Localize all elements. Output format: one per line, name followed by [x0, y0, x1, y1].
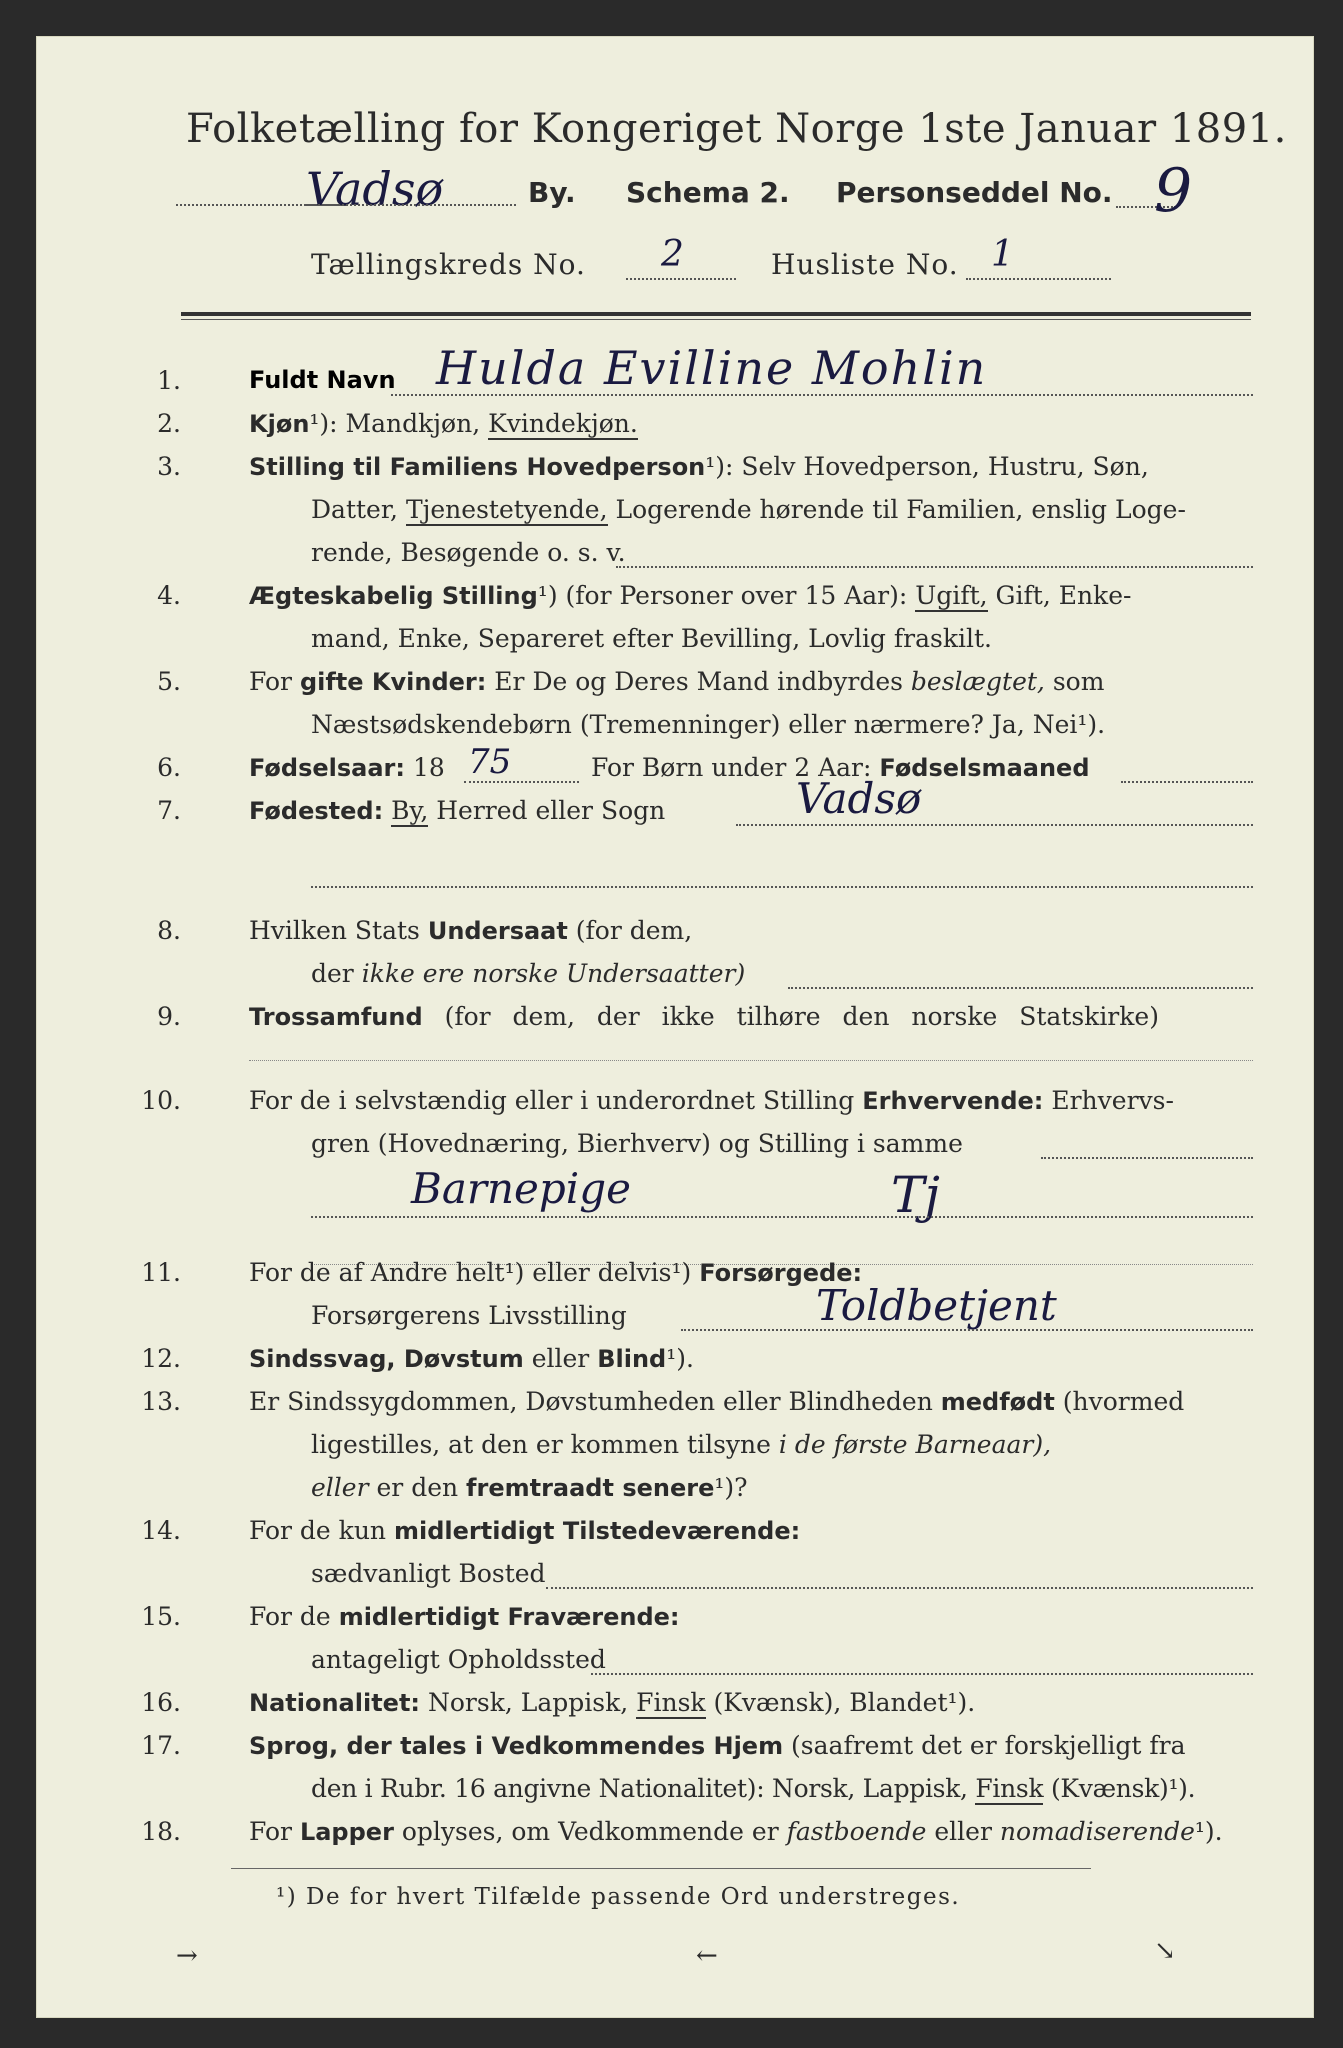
item-number: 17.: [141, 1731, 181, 1760]
month-dots: [1121, 781, 1253, 783]
kjon-label: Kjøn: [249, 410, 310, 438]
item-10-line-1: [249, 1086, 1174, 1115]
sprog-note: (saafremt det er forskjelligt fra: [791, 1731, 1186, 1760]
by-selected: By,: [391, 796, 429, 825]
erhverv-gren-text: gren (Hovednæring, Bierhverv) og Stilling i samme: [311, 1129, 963, 1158]
for-de-kun-text: For de kun: [249, 1516, 387, 1545]
item-11-line-1: [249, 1258, 862, 1287]
year-prefix: 18: [412, 753, 445, 782]
husliste-dots: [966, 278, 1111, 280]
item-5-line-2: [311, 710, 1105, 739]
beslaegtet-word: beslægtet,: [910, 667, 1045, 696]
aegteskabelig-label: Ægteskabelig Stilling: [249, 582, 538, 610]
item-13-line-2: [311, 1430, 1051, 1459]
gifte-kvinder-label: gifte Kvinder:: [299, 668, 487, 696]
item-number: 9.: [157, 1002, 181, 1031]
item-3-line-2: [311, 495, 1186, 524]
item-4-line-2: [311, 624, 992, 653]
item-18-text: [249, 1817, 1223, 1846]
lapper-label: Lapper: [299, 1818, 394, 1846]
item-8-line-2: [311, 959, 745, 988]
schema-label: Schema 2.: [626, 176, 790, 209]
aegteskabelig-options-1: Gift, Enke-: [995, 581, 1132, 610]
er-den-text: er den: [376, 1473, 459, 1502]
ligestilles-text: ligestilles, at den er kommen tilsyne: [311, 1430, 771, 1459]
livsstilling-text: Forsørgerens Livsstilling: [311, 1301, 627, 1330]
undersaat-label: Undersaat: [427, 917, 568, 945]
beslaegtet-question: Er De og Deres Mand indbyrdes: [494, 667, 903, 696]
lapper-question: oplyses, om Vedkommende er: [401, 1817, 779, 1846]
sindssygdom-question: Er Sindssygdommen, Døvstumheden eller Blindheden: [249, 1387, 933, 1416]
barneaar-text: i de første Barneaar),: [778, 1430, 1052, 1459]
item-13-line-1: [249, 1387, 1184, 1416]
trossamfund-label: Trossamfund: [249, 1003, 423, 1031]
item-10-line-2: [311, 1129, 963, 1158]
year-dots: [464, 781, 579, 783]
erhverv-intro: For de i selvstændig eller i underordnet Stilling: [249, 1086, 855, 1115]
husliste-handwritten-value: 1: [991, 234, 1014, 275]
item-number: 2.: [157, 409, 181, 438]
erhvervende-label: Erhvervende:: [862, 1087, 1044, 1115]
birthplace-handwritten-value: Vadsø: [796, 774, 922, 823]
blind-label: Blind: [597, 1345, 667, 1373]
ikke-norske-text: ikke ere norske Undersaatter): [361, 959, 746, 988]
trossamfund-note: (for dem, der ikke tilhøre den norske Statskirke): [444, 1002, 1159, 1031]
erhverv-dots-2: [311, 1216, 1253, 1218]
item-number: 16.: [141, 1688, 181, 1717]
sprog-options-2: (Kvænsk)¹).: [1050, 1774, 1196, 1803]
fastboende-text: fastboende: [786, 1817, 927, 1846]
item-number: 1.: [157, 366, 181, 395]
footnote-text: ¹) De for hvert Tilfælde passende Ord understreges.: [276, 1884, 961, 1910]
nomadiserende-text: nomadiserende: [999, 1817, 1195, 1846]
hvormed-text: (hvormed: [1062, 1387, 1185, 1416]
fremtraadt-label: fremtraadt senere: [466, 1474, 715, 1502]
item-2-text: [249, 409, 638, 438]
item-14-line-2: [311, 1559, 546, 1588]
item-13-line-3: [311, 1473, 748, 1502]
item-5-line-1: [249, 667, 1104, 696]
item-17-line-1: [249, 1731, 1186, 1760]
ugift-selected: Ugift,: [915, 581, 988, 610]
item-number: 8.: [157, 916, 181, 945]
item-number: 7.: [157, 796, 181, 825]
birthplace-dots-2: [311, 886, 1253, 888]
item-4-line-1: [249, 581, 1131, 610]
personseddel-handwritten-value: 9: [1154, 156, 1193, 226]
aegteskabelig-note: ¹) (for Personer over 15 Aar):: [537, 581, 908, 610]
occupation-code-handwritten-value: Tj: [891, 1166, 940, 1224]
item-number: 5.: [157, 667, 181, 696]
footnote-ref-2: ¹)?: [714, 1473, 748, 1502]
erhverv-dots-1: [1041, 1157, 1253, 1159]
eller-italic: eller: [311, 1473, 369, 1502]
item-17-line-2: [311, 1774, 1195, 1803]
fravaerende-label: midlertidigt Fraværende:: [338, 1603, 680, 1631]
item-number: 12.: [141, 1344, 181, 1373]
beslaegtet-options: Næstsødskendebørn (Tremenninger) eller nærmere? Ja, Nei¹).: [311, 710, 1106, 739]
erhvervs-text: Erhvervs-: [1051, 1086, 1174, 1115]
kreds-dots: [626, 278, 736, 280]
fodested-label: Fødested:: [249, 797, 384, 825]
stilling-options-3: rende, Besøgende o. s. v.: [311, 538, 626, 567]
finsk-selected: Finsk: [636, 1688, 706, 1717]
bosted-text: sædvanligt Bosted: [311, 1559, 546, 1588]
item-3-line-3: [311, 538, 626, 567]
item-number: 18.: [141, 1817, 181, 1846]
register-mark-center-icon: ←: [696, 1941, 718, 1971]
som-text: som: [1052, 667, 1105, 696]
sindssvag-label: Sindssvag, Døvstum: [249, 1345, 524, 1373]
undersaat-dots: [788, 987, 1253, 989]
for-text-18: For: [249, 1817, 292, 1846]
footnote-ref-18: ¹).: [1194, 1817, 1223, 1846]
by-label: By.: [528, 176, 576, 209]
for-text: For: [249, 667, 292, 696]
fodested-options: Herred eller Sogn: [436, 796, 666, 825]
item-number: 4.: [157, 581, 181, 610]
forsorgede-intro: For de af Andre helt¹) eller delvis¹): [249, 1258, 692, 1287]
register-mark-right-icon: ↘: [1154, 1936, 1176, 1966]
for-de-text: For de: [249, 1602, 331, 1631]
opholdssted-dots: [591, 1673, 1253, 1675]
fodselsaar-label: Fødselsaar:: [249, 754, 405, 782]
kreds-label: Tællingskreds No.: [311, 248, 586, 281]
stilling-options-1: ¹): Selv Hovedperson, Hustru, Søn,: [705, 452, 1149, 481]
form-title: Folketælling for Kongeriget Norge 1ste Januar 1891.: [186, 106, 1287, 152]
for-dem-text: (for dem,: [575, 916, 693, 945]
datter-option: Datter,: [311, 495, 398, 524]
item-1-text: [249, 366, 396, 395]
eller-text-18: eller: [934, 1817, 992, 1846]
item-9-text: [249, 1002, 1159, 1031]
birthplace-dots: [736, 824, 1253, 826]
tjenestetyende-selected: Tjenestetyende,: [405, 495, 608, 524]
footnote-ref: ¹).: [666, 1344, 694, 1373]
item-number: 13.: [141, 1387, 181, 1416]
item-3-dots: [616, 566, 1253, 568]
bosted-dots: [546, 1587, 1253, 1589]
opholdssted-text: antageligt Opholdssted: [311, 1645, 606, 1674]
item-number: 10.: [141, 1086, 181, 1115]
finsk-sprog-selected: Finsk: [975, 1774, 1044, 1803]
item-number: 11.: [141, 1258, 181, 1287]
kvindekjon-selected: Kvindekjøn.: [488, 409, 638, 438]
kreds-handwritten-value: 2: [661, 234, 684, 275]
born-under-2-text: For Børn under 2 Aar:: [591, 753, 872, 782]
header-rule: [181, 312, 1251, 316]
item-14-line-1: [249, 1516, 800, 1545]
occupation-handwritten-value: Barnepige: [411, 1164, 631, 1213]
nationalitet-options-1: Norsk, Lappisk,: [427, 1688, 629, 1717]
fuldt-navn-label: Fuldt Navn: [249, 366, 396, 394]
nationalitet-label: Nationalitet:: [249, 1689, 421, 1717]
sprog-label: Sprog, der tales i Vedkommendes Hjem: [249, 1732, 784, 1760]
personseddel-label: Personseddel No.: [836, 176, 1113, 209]
item-number: 3.: [157, 452, 181, 481]
register-mark-left-icon: →: [176, 1941, 198, 1971]
item-number: 14.: [141, 1516, 181, 1545]
fodselsmaaned-label: Fødselsmaaned: [879, 754, 1090, 782]
header-rule-thin: [181, 319, 1251, 320]
birth-year-handwritten-value: 75: [468, 742, 512, 782]
stilling-options-2: Logerende hørende til Familien, enslig Loge-: [615, 495, 1186, 524]
provider-occupation-handwritten-value: Toldbetjent: [816, 1281, 1057, 1330]
eller-text: eller: [531, 1344, 590, 1373]
item-11-line-2: [311, 1301, 627, 1330]
item-15-line-2: [311, 1645, 606, 1674]
city-handwritten-value: Vadsø: [306, 162, 444, 216]
nationalitet-options-2: (Kvænsk), Blandet¹).: [713, 1688, 976, 1717]
item-8-line-1: [249, 916, 692, 945]
forsorgede-label: Forsørgede:: [699, 1259, 863, 1287]
item-number: 15.: [141, 1602, 181, 1631]
item-number: 6.: [157, 753, 181, 782]
livsstilling-dots: [681, 1329, 1253, 1331]
item-15-line-1: [249, 1602, 680, 1631]
kjon-options: ¹): Mandkjøn,: [309, 409, 481, 438]
husliste-label: Husliste No.: [771, 248, 959, 281]
item-16-text: [249, 1688, 975, 1717]
stilling-label: Stilling til Familiens Hovedperson: [249, 453, 706, 481]
sprog-options-1: den i Rubr. 16 angivne Nationalitet): Norsk, Lappisk,: [311, 1774, 968, 1803]
trossamfund-dots: [249, 1060, 1253, 1061]
medfodt-label: medfødt: [940, 1388, 1055, 1416]
item-7-text: [249, 796, 665, 825]
city-dots-2: [306, 204, 516, 206]
hvilken-stats-text: Hvilken Stats: [249, 916, 420, 945]
item-12-text: [249, 1344, 694, 1373]
item-6-text: [249, 753, 445, 782]
aegteskabelig-options-2: mand, Enke, Separeret efter Bevilling, Lovlig fraskilt.: [311, 624, 992, 653]
der-text: der: [311, 959, 354, 988]
item-3-line-1: [249, 452, 1149, 481]
footnote-rule: [231, 1868, 1091, 1869]
census-form-sheet: [36, 36, 1314, 2018]
name-handwritten-value: Hulda Evilline Mohlin: [436, 341, 988, 395]
tilstedevaerende-label: midlertidigt Tilstedeværende:: [393, 1517, 801, 1545]
